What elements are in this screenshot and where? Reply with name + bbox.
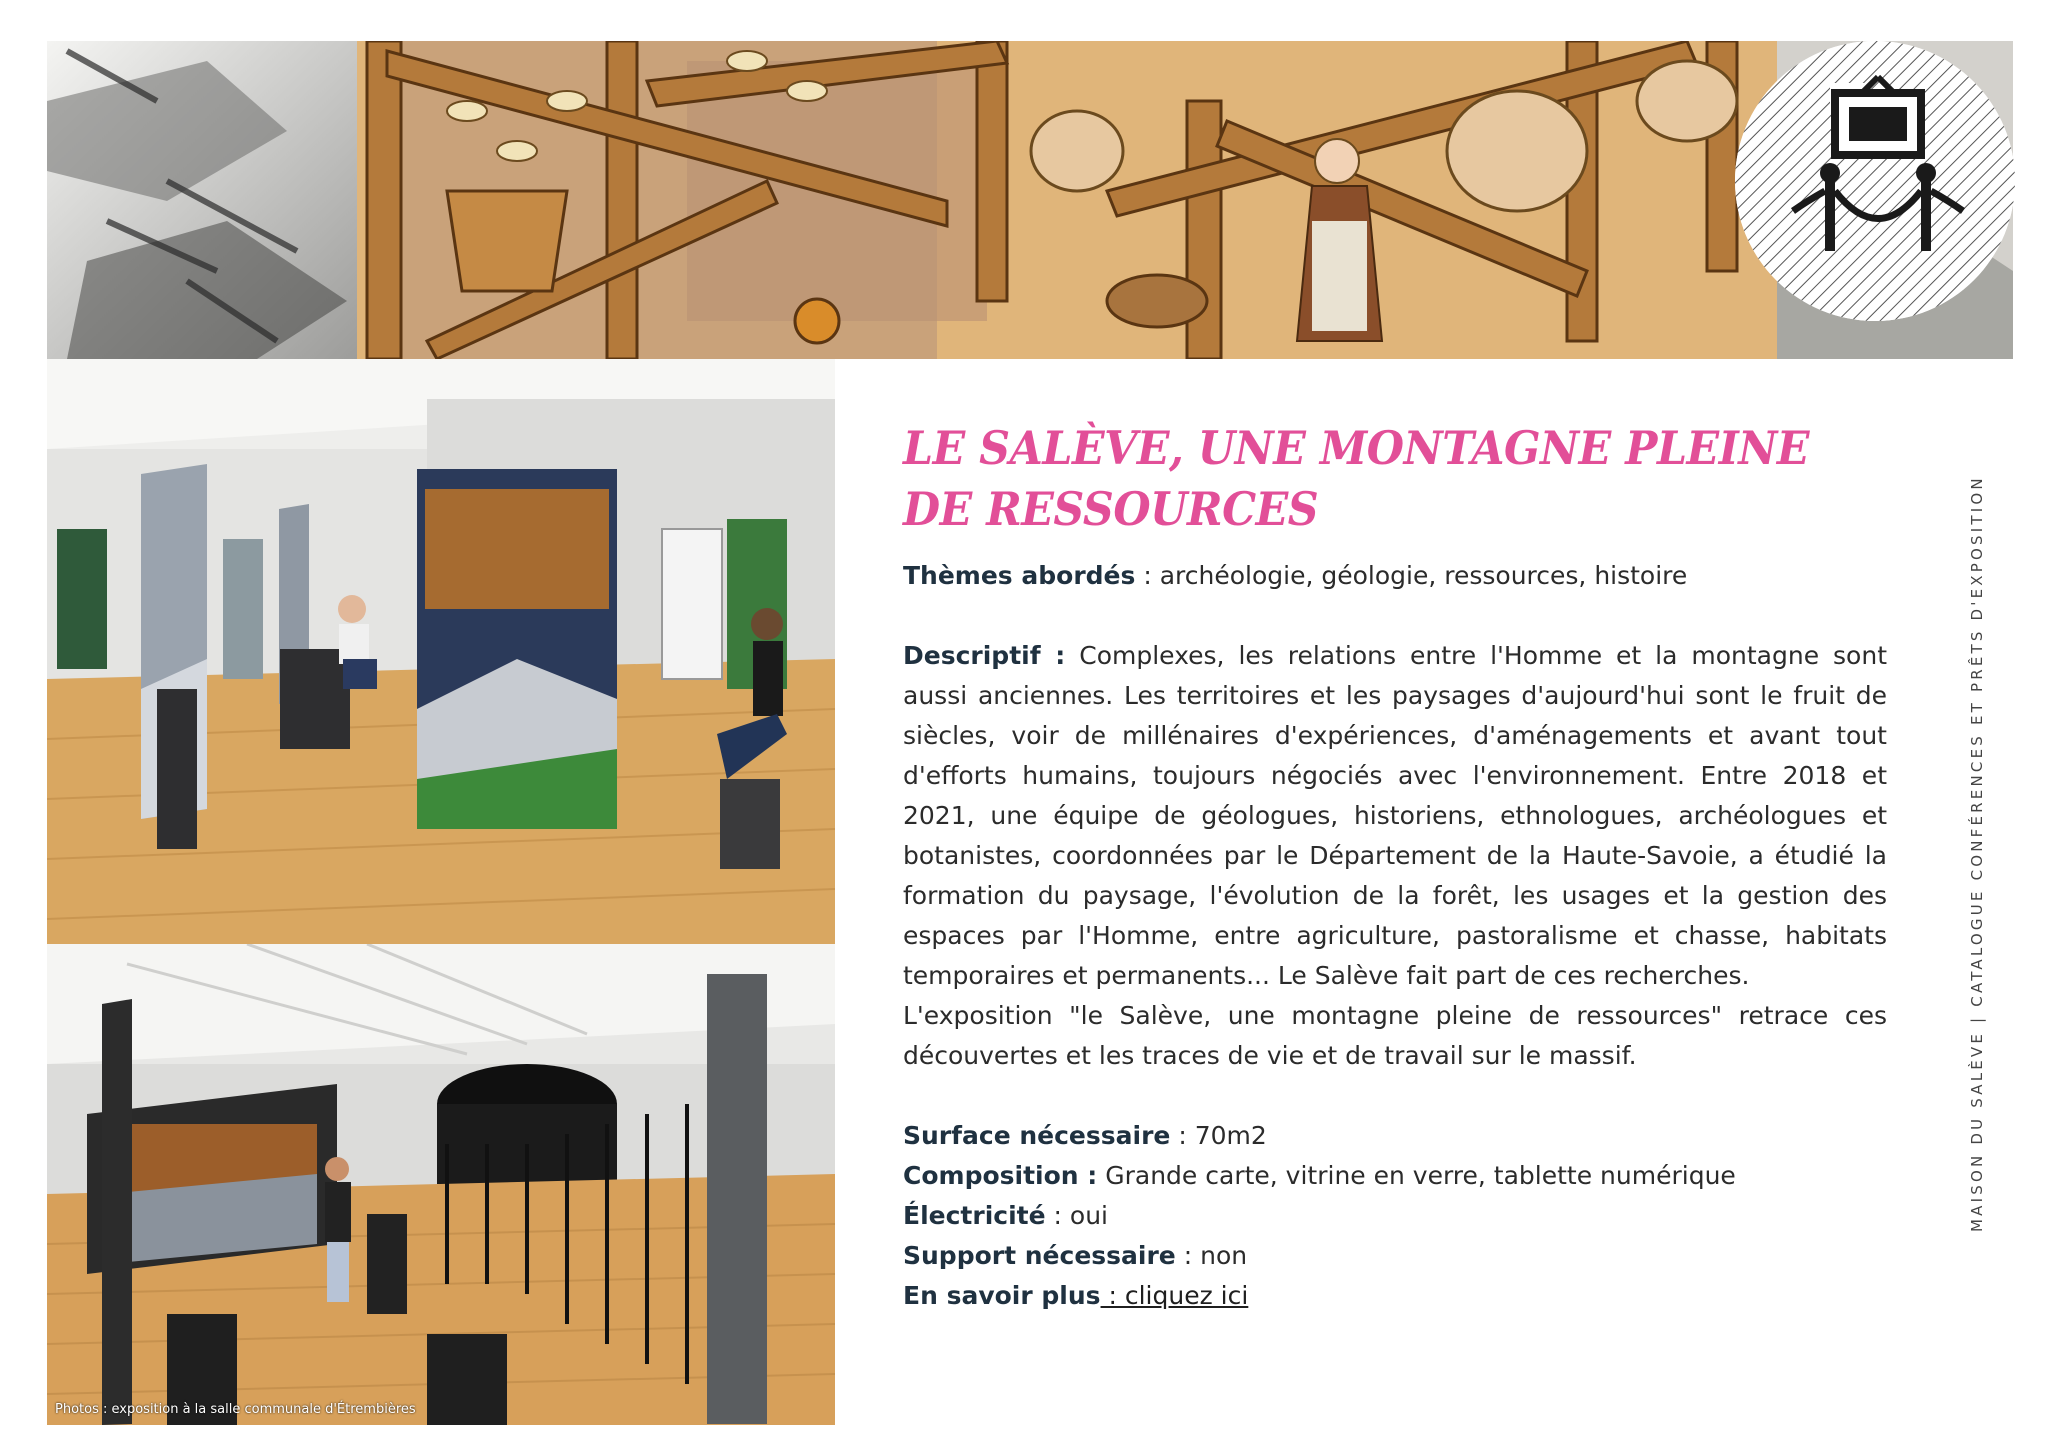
badge [1735, 41, 2015, 321]
themes-line [903, 556, 1887, 596]
spec-support-label: Support nécessaire [903, 1241, 1176, 1270]
side-label: MAISON DU SALÈVE | CATALOGUE CONFÉRENCES ET PRÊTS D'EXPOSITION [1968, 475, 1986, 1232]
banner-illustration [47, 41, 2013, 359]
spec-composition-label: Composition : [903, 1161, 1098, 1190]
spec-electricite-label: Électricité [903, 1201, 1046, 1230]
description-paragraph-2: L'exposition "le Salève, une montagne pleine de ressources" retrace ces découvertes et les traces de vie et de travail sur le massif. [903, 1001, 1887, 1070]
photo-caption: Photos : exposition à la salle communale d'Étrembières [55, 1402, 416, 1417]
description [903, 636, 1887, 1076]
content-column [903, 418, 1887, 1316]
spec-support-value: : non [1175, 1241, 1248, 1270]
spec-surface [903, 1116, 1887, 1156]
themes-label: Thèmes abordés [903, 561, 1136, 590]
spec-electricite-value: : oui [1045, 1201, 1108, 1230]
page-title: LE SALÈVE, UNE MONTAGNE PLEINE DE RESSOURCES [903, 421, 1810, 536]
more-info-link[interactable]: : cliquez ici [1100, 1281, 1249, 1310]
description-paragraph-1 [903, 636, 1887, 996]
specs-list [903, 1116, 1887, 1316]
exhibition-room-photo [47, 359, 835, 944]
spec-surface-value: : 70m2 [1170, 1121, 1267, 1150]
spec-composition [903, 1156, 1887, 1196]
spec-electricite [903, 1196, 1887, 1236]
description-text: Complexes, les relations entre l'Homme et la montagne sont aussi anciennes. Les territoires et les paysages d'aujourd'hui sont le fruit de siècles, voir de millénaires d'expériences, d'aménagements et avant tout d'efforts humains, toujours négociés avec l'environnement. Entre 2018 et 2021, une équipe de géologues, historiens, ethnologues, archéologues et botanistes, coordonnées par le Département de la Haute-Savoie, a étudié la formation du paysage, l'évolution de la forêt, les usages et la gestion des espaces par l'Homme, entre agriculture, pastoralisme et chasse, habitats temporaires et permanents... Le Salève fait part de ces recherches. [903, 641, 1887, 990]
spec-more-label: En savoir plus [903, 1281, 1101, 1310]
exhibition-hall-photo [47, 944, 835, 1425]
spec-surface-label: Surface nécessaire [903, 1121, 1171, 1150]
spec-composition-value: Grande carte, vitrine en verre, tablette numérique [1097, 1161, 1736, 1190]
themes-value: : archéologie, géologie, ressources, histoire [1135, 561, 1688, 590]
description-label: Descriptif : [903, 641, 1066, 670]
spec-more [903, 1276, 1887, 1316]
spec-support [903, 1236, 1887, 1276]
